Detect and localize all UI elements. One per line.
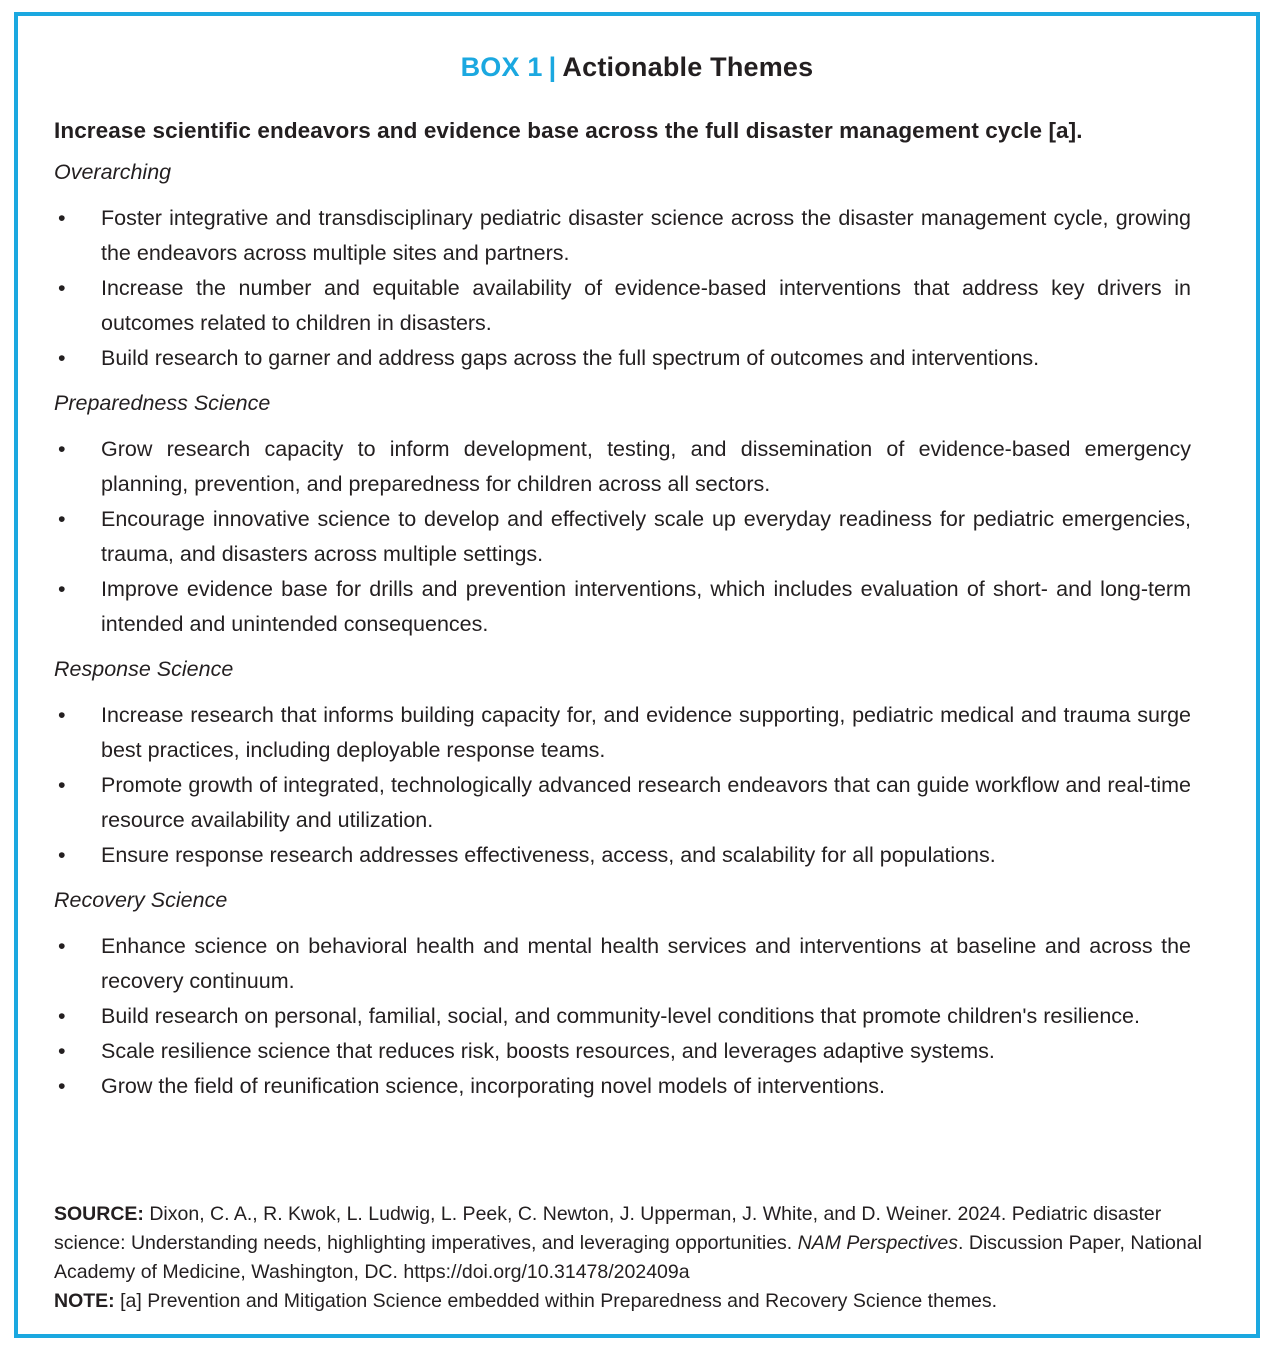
list-item: • Build research to garner and address gaps across the full spectrum of outcomes and interventions.	[54, 341, 1191, 376]
box-title	[18, 52, 1256, 83]
list-item: • Increase research that informs building capacity for, and evidence supporting, pediatric medical and trauma surge best practices, including deployable response teams.	[54, 698, 1191, 768]
bullet-list	[54, 698, 1234, 873]
box-label: BOX 1	[460, 52, 543, 82]
list-item: • Promote growth of integrated, technologically advanced research endeavors that can guide workflow and real-time resource availability and utilization.	[54, 768, 1191, 838]
section-recovery-science	[54, 888, 1234, 1104]
bullet-list	[54, 201, 1234, 376]
box-title-separator: |	[548, 52, 557, 82]
lead-statement: Increase scientific endeavors and evidence base across the full disaster management cycle [a].	[54, 118, 1083, 143]
section-heading: Response Science	[54, 657, 234, 681]
list-item: • Enhance science on behavioral health and mental health services and interventions at baseline and across the recovery continuum.	[54, 929, 1191, 999]
bullet-list	[54, 929, 1234, 1104]
box-content	[54, 118, 1234, 1119]
note-label: NOTE:	[54, 1290, 115, 1312]
list-item: • Improve evidence base for drills and prevention interventions, which includes evaluation of short- and long-term intended and unintended consequences.	[54, 572, 1191, 642]
source-journal: NAM Perspectives	[797, 1232, 959, 1254]
list-item: • Encourage innovative science to develop and effectively scale up everyday readiness for pediatric emergencies, trauma, and disasters across multiple settings.	[54, 502, 1191, 572]
section-overarching	[54, 160, 1234, 376]
section-preparedness-science	[54, 391, 1234, 642]
list-item: • Ensure response research addresses effectiveness, access, and scalability for all populations.	[54, 838, 1191, 873]
source-text-before: Dixon, C. A., R. Kwok, L. Ludwig, L. Peek, C. Newton, J. Upperman, J. White, and D. Weiner. 2024. Pediatric disaster science: Understanding needs, highlighting imperatives, and leveraging opportunities.	[54, 1203, 1162, 1254]
section-heading: Preparedness Science	[54, 391, 271, 415]
source-label: SOURCE:	[54, 1203, 144, 1225]
list-item: • Grow the field of reunification science, incorporating novel models of interventions.	[54, 1069, 1191, 1104]
footer-notes	[54, 1200, 1234, 1316]
box-title-text: Actionable Themes	[562, 52, 814, 82]
list-item: • Scale resilience science that reduces risk, boosts resources, and leverages adaptive systems.	[54, 1034, 1191, 1069]
bullet-list	[54, 432, 1234, 642]
list-item: • Foster integrative and transdisciplinary pediatric disaster science across the disaster management cycle, growing the endeavors across multiple sites and partners.	[54, 201, 1191, 271]
list-item: • Increase the number and equitable availability of evidence-based interventions that address key drivers in outcomes related to children in disasters.	[54, 271, 1191, 341]
note	[54, 1287, 1234, 1316]
source-text-after: . Discussion Paper, National Academy of Medicine, Washington, DC. https://doi.org/10.31478/202409a	[54, 1232, 1202, 1283]
list-item: • Grow research capacity to inform development, testing, and dissemination of evidence-based emergency planning, prevention, and preparedness for children across all sectors.	[54, 432, 1191, 502]
section-response-science	[54, 657, 1234, 873]
section-heading: Overarching	[54, 160, 172, 184]
source-citation	[54, 1200, 1234, 1287]
box-frame	[14, 12, 1260, 1338]
list-item: • Build research on personal, familial, social, and community-level conditions that promote children's resilience.	[54, 999, 1191, 1034]
section-heading: Recovery Science	[54, 888, 228, 912]
note-text: [a] Prevention and Mitigation Science embedded within Preparedness and Recovery Science themes.	[114, 1290, 998, 1312]
